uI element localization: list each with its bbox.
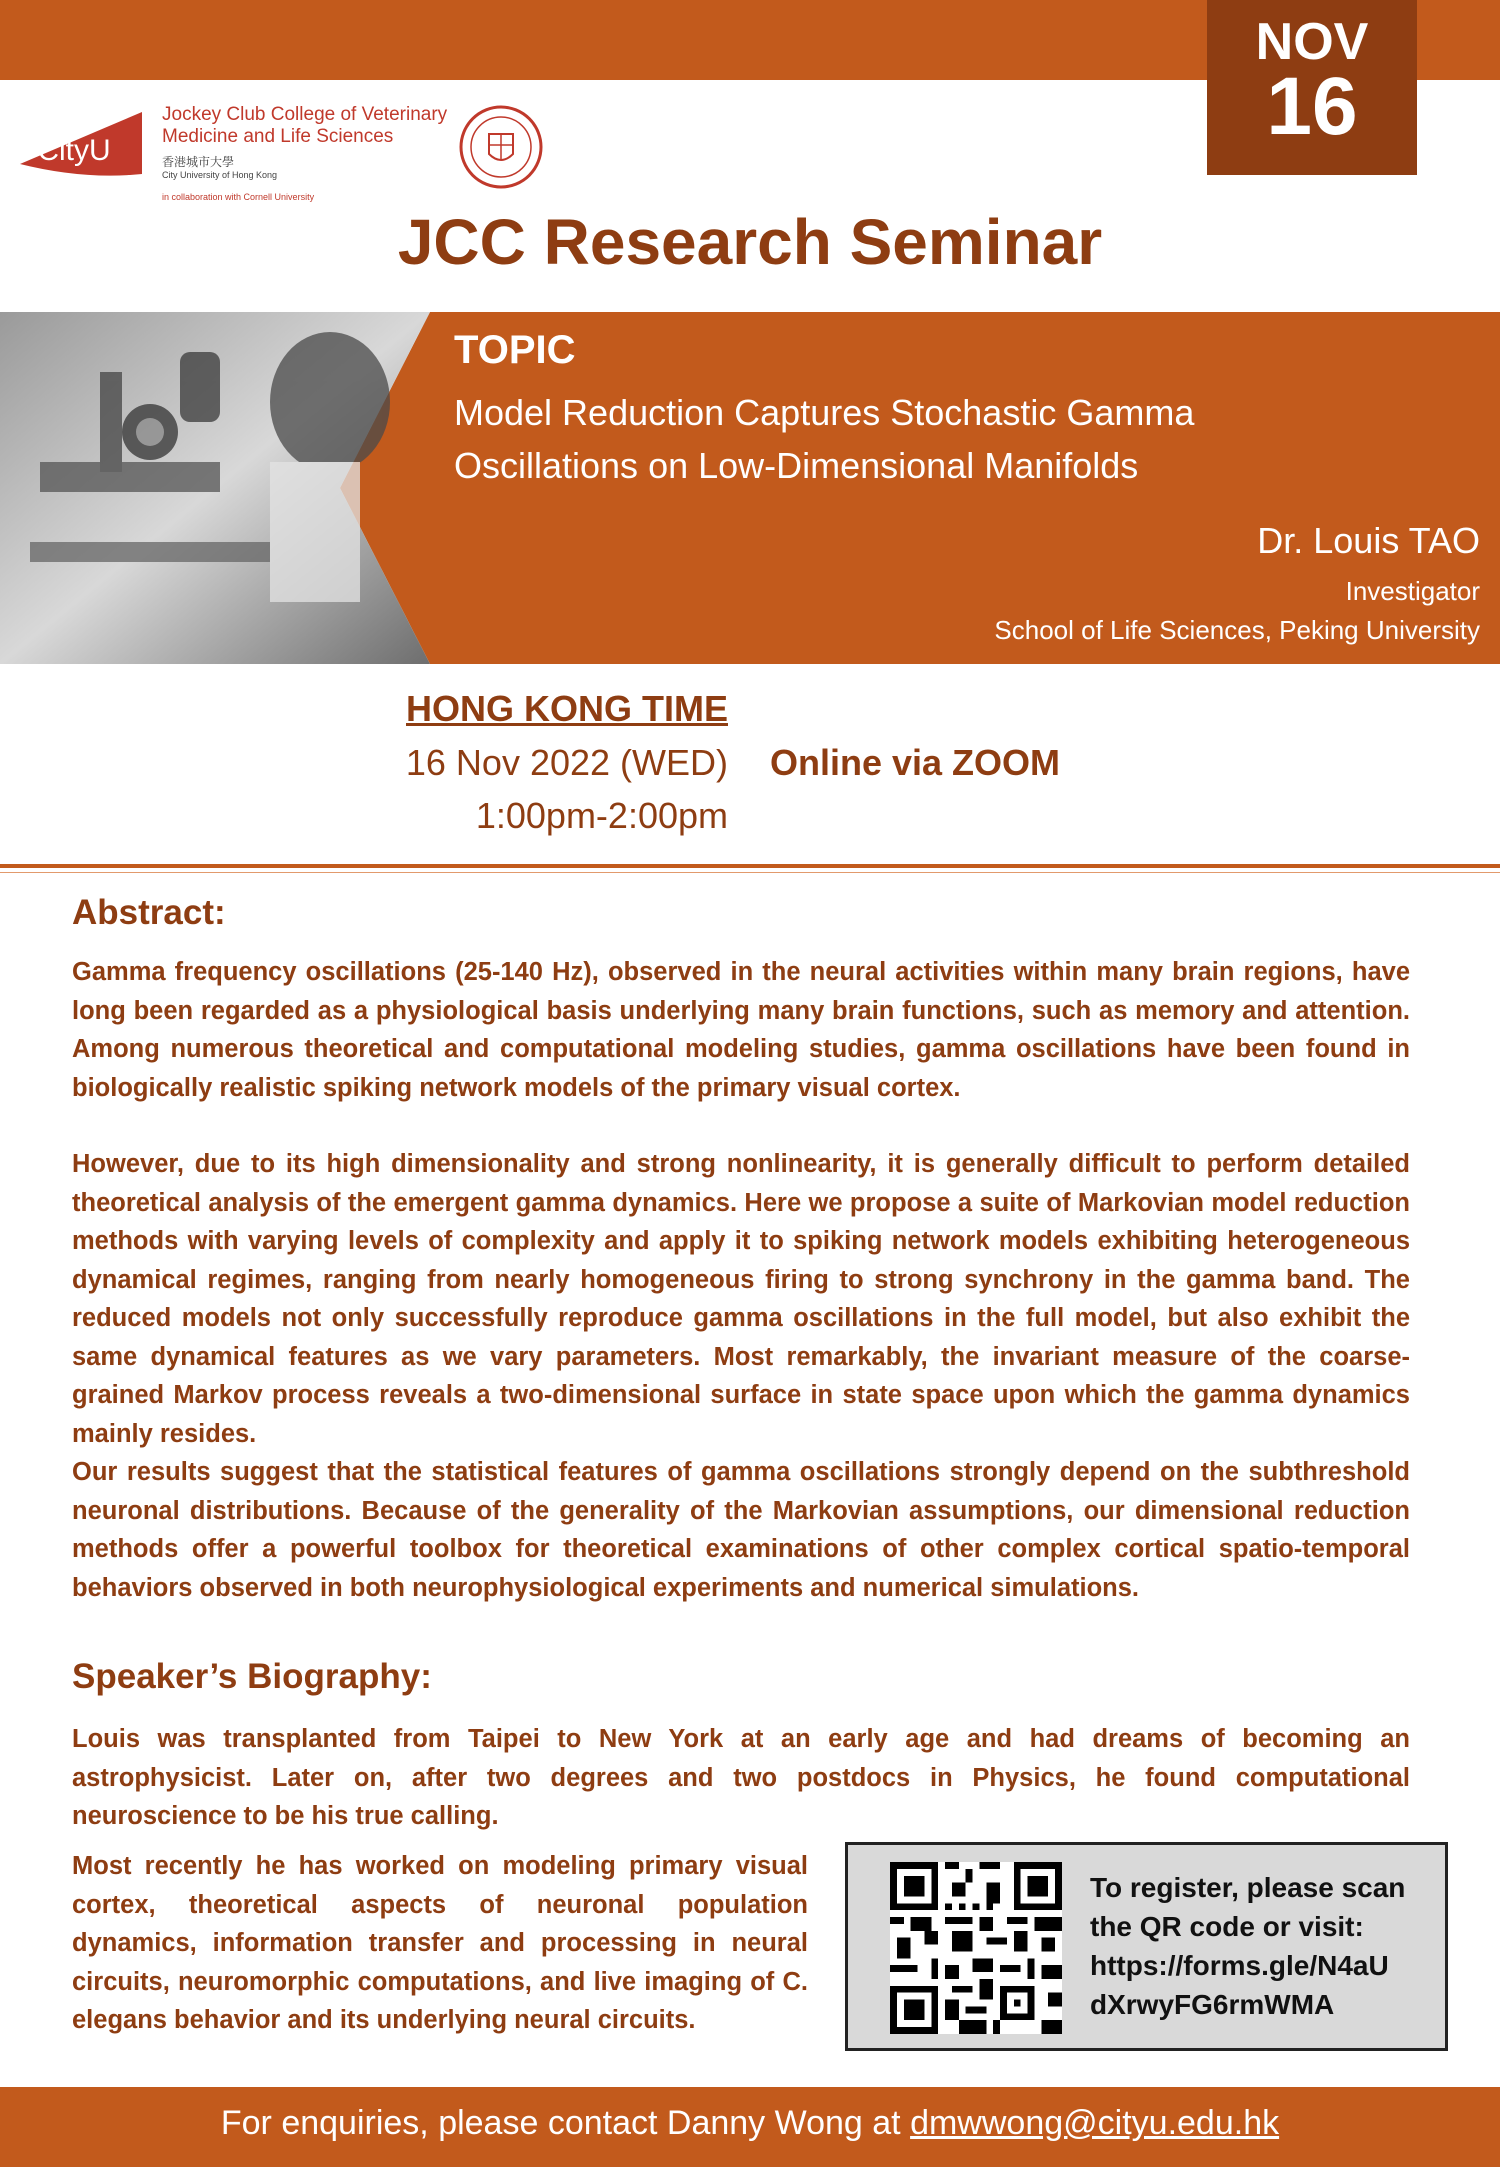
abstract-paragraph-1: Gamma frequency oscillations (25-140 Hz), observed in the neural activities within many brain regions, have long been regarded as a physiological basis underlying many brain functions, such as memory and attention. Among numerous theoretical and computational modeling studies, gamma oscillations have been found in biologically realistic spiking network models of the primary visual cortex. <box>72 958 1410 1102</box>
college-english-name: City University of Hong Kong <box>162 170 278 180</box>
biography-paragraph-1: Louis was transplanted from Taipei to New York at an early age and had dreams of becoming an astrophysicist. Later on, after two degrees and two postdocs in Physics, he found computational neuroscience to be his true calling. <box>72 1725 1410 1830</box>
speaker-affiliation: School of Life Sciences, Peking University <box>994 615 1480 645</box>
topic-title-line2: Oscillations on Low-Dimensional Manifolds <box>454 445 1139 486</box>
event-venue: Online via ZOOM <box>770 742 1061 783</box>
college-name-line2: Medicine and Life Sciences <box>162 126 394 147</box>
seminar-title-text: JCC Research Seminar <box>397 206 1103 278</box>
college-collaboration: in collaboration with Cornell University <box>162 192 315 202</box>
contact-email-link[interactable]: dmwwong@cityu.edu.hk <box>910 2104 1280 2142</box>
footer-text: For enquiries, please contact Danny Wong at <box>220 2104 911 2142</box>
event-date: 16 Nov 2022 (WED) <box>405 742 728 783</box>
topic-label: TOPIC <box>454 328 576 372</box>
abstract-paragraph-2: However, due to its high dimensionality and strong nonlinearity, it is generally difficult to perform detailed theoretical analysis of the emergent gamma dynamics. Here we propose a suite of Markovian model reduction methods with varying levels of complexity and apply it to spiking network models exhibiting heterogeneous dynamical regimes, ranging from nearly homogeneous firing to strong synchrony in the gamma band. The reduced models not only successfully reproduce gamma oscillations in the full model, but also exhibit the same dynamical features as we vary parameters. Most remarkably, the invariant measure of the coarse-grained Markov process reveals a two-dimensional surface in state space upon which the gamma dynamics mainly resides. <box>72 1150 1410 1448</box>
time-zone-label: HONG KONG TIME <box>406 688 728 729</box>
date-day: 16 <box>1266 61 1358 152</box>
divider <box>0 864 1500 868</box>
registration-link-part2[interactable]: dXrwyFG6rmWMA <box>1090 1989 1335 2020</box>
college-name-line1: Jockey Club College of Veterinary <box>162 104 448 125</box>
registration-line2: the QR code or visit: <box>1090 1911 1364 1942</box>
registration-text <box>1090 1868 1430 2024</box>
abstract-heading: Abstract: <box>72 893 226 932</box>
cityu-logo-text: CityU <box>37 134 111 167</box>
speaker-role: Investigator <box>1345 576 1480 606</box>
registration-line1: To register, please scan <box>1090 1872 1406 1903</box>
qr-code-icon[interactable] <box>890 1862 1062 2034</box>
divider-thin <box>0 872 1500 873</box>
biography-heading: Speaker’s Biography: <box>72 1657 432 1696</box>
speaker-name: Dr. Louis TAO <box>1257 520 1480 561</box>
topic-title-line1: Model Reduction Captures Stochastic Gamma <box>454 392 1195 433</box>
date-badge <box>1207 0 1417 175</box>
event-time: 1:00pm-2:00pm <box>475 795 728 836</box>
cornell-seal-icon <box>458 104 544 190</box>
cityu-logo <box>14 104 154 184</box>
college-chinese-name: 香港城市大學 <box>162 155 235 169</box>
footer <box>0 2087 1500 2167</box>
registration-link-part1[interactable]: https://forms.gle/N4aU <box>1090 1950 1389 1981</box>
date-month: NOV <box>1255 13 1369 71</box>
topic-title <box>454 386 1454 492</box>
college-name <box>162 104 462 148</box>
seminar-title <box>0 205 1500 279</box>
biography-paragraph-2: Most recently he has worked on modeling primary visual cortex, theoretical aspects of neuronal population dynamics, information transfer and processing in neural circuits, neuromorphic computations, and live imaging of C. elegans behavior and its underlying neural circuits. <box>72 1852 808 2034</box>
abstract-paragraph-3: Our results suggest that the statistical features of gamma oscillations strongly depend on the subthreshold neuronal distributions. Because of the generality of the Markovian assumptions, our dimensional reduction methods offer a powerful toolbox for theoretical examinations of other complex cortical spatio-temporal behaviors observed in both neurophysiological experiments and numerical simulations. <box>72 1458 1410 1602</box>
